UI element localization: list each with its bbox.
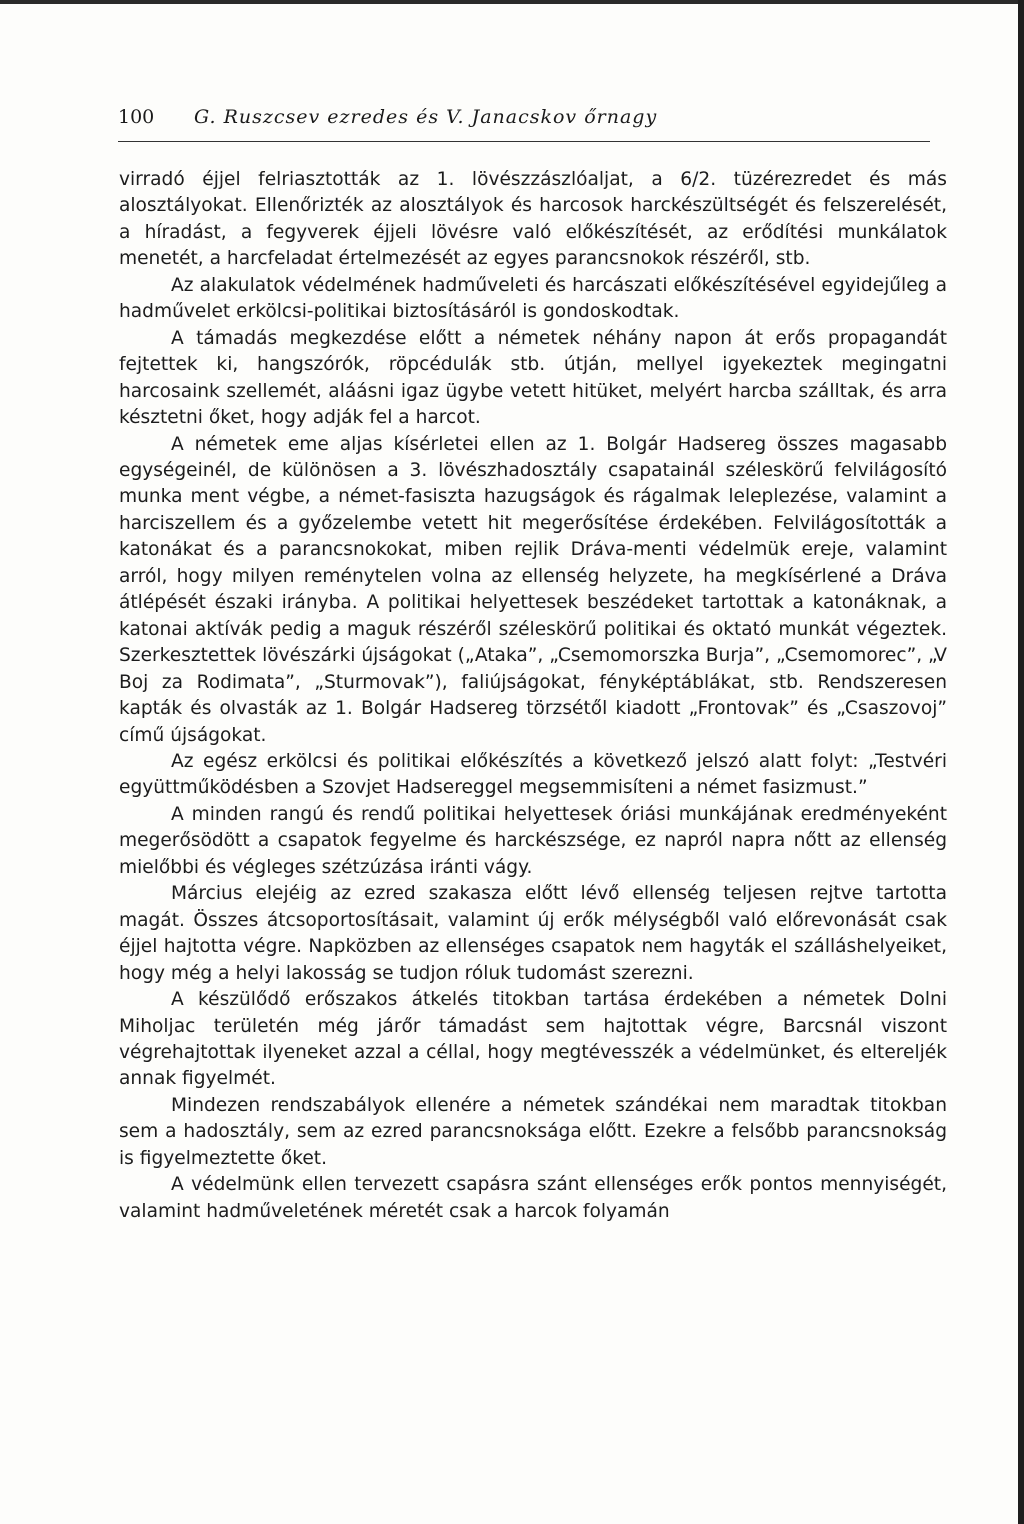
header-rule	[118, 141, 930, 142]
page-header	[118, 100, 930, 136]
paragraph: Az egész erkölcsi és politikai előkészítés a következő jelszó alatt folyt: „Testvéri együttműködésben a Szovjet Hadsereggel megsemmisíteni a német fasizmust.”	[119, 750, 947, 799]
scan-edge-top	[0, 0, 1024, 4]
paragraph: A németek eme aljas kísérletei ellen az 1. Bolgár Hadsereg összes magasabb egységeinél, de különösen a 3. lövészhadosztály csapatainál széleskörű felvilágosító munka ment végbe, a német-fasiszta hazugságok és rágalmak leleplezése, valamint a harciszellem és a győzelembe vetett hit megerősítése érdekében. Felvilágosították a katonákat és a parancsnokokat, miben rejlik Dráva-menti védelmük ereje, valamint arról, hogy milyen reménytelen volna az ellenség helyzete, ha megkísérlené a Dráva átlépését északi irányba. A politikai helyettesek beszédeket tartottak a katonáknak, a katonai aktívák pedig a maguk részéről széleskörű politikai és oktató munkát végeztek. Szerkesztettek lövészárki újságokat („Ataka”, „Csemomorszka Burja”, „Csemomorec”, „V Boj za Rodimata”, „Sturmovak”), faliújságokat, fényképtáblákat, stb. Rendszeresen kapták és olvasták az 1. Bolgár Hadsereg törzsétől kiadott „Frontovak” és „Csaszovoj” című újságokat.	[119, 433, 947, 746]
paragraph: A támadás megkezdése előtt a németek néhány napon át erős propagandát fejtettek ki, hangszórók, röpcédulák stb. útján, mellyel igyekeztek megingatni harcosaink szellemét, aláásni igaz ügybe vetett hitüket, melyért harcba szálltak, és arra késztetni őket, hogy adják fel a harcot.	[119, 327, 947, 429]
paragraph: A védelmünk ellen tervezett csapásra szánt ellenséges erők pontos mennyiségét, valamint hadműveletének méretét csak a harcok folyamán	[119, 1174, 947, 1222]
paragraph: Március elejéig az ezred szakasza előtt lévő ellenség teljesen rejtve tartotta magát. Összes átcsoportosításait, valamint új erők mélységből való előrevonását csak éjjel hajtotta végre. Napközben az ellenséges csapatok nem hagyták el szálláshelyeiket, hogy még a helyi lakosság se tudjon róluk tudomást szerezni.	[119, 883, 947, 984]
paragraph: A készülődő erőszakos átkelés titokban tartása érdekében a németek Dolni Miholjac területén még járőr támadást sem hajtottak végre, Barcsnál viszont végrehajtottak ilyeneket azzal a céllal, hogy megtévesszék a védelmünket, és eltereljék annak figyelmét.	[119, 989, 947, 1090]
paragraph: Az alakulatok védelmének hadműveleti és harcászati előkészítésével egyidejűleg a hadművelet erkölcsi-politikai biztosításáról is gondoskodtak.	[119, 274, 947, 323]
paragraph: Mindezen rendszabályok ellenére a németek szándékai nem maradtak titokban sem a hadosztály, sem az ezred parancsnoksága előtt. Ezekre a felsőbb parancsnokság is figyelmeztette őket.	[119, 1094, 947, 1169]
running-head: G. Ruszcsev ezredes és V. Janacskov őrnagy	[194, 106, 658, 128]
page-number: 100	[118, 106, 155, 128]
body-text	[119, 167, 947, 1225]
paragraph: A minden rangú és rendű politikai helyettesek óriási munkájának eredményeként megerősödött a csapatok fegyelme és harckészsége, ez napról napra nőtt az ellenség mielőbbi és végleges szétzúzása iránti vágy.	[119, 803, 947, 878]
scan-edge-right	[1018, 0, 1024, 1524]
paragraph: virradó éjjel felriasztották az 1. lövészzászlóaljat, a 6/2. tüzérezredet és más alosztályokat. Ellenőrizték az alosztályok és harcosok harckészültségét és felszerelését, a híradást, a fegyverek éjjeli lövésre való előkészítését, az erődítési munkálatok menetét, a harcfeladat értelmezését az egyes parancsnokok részéről, stb.	[119, 169, 947, 270]
